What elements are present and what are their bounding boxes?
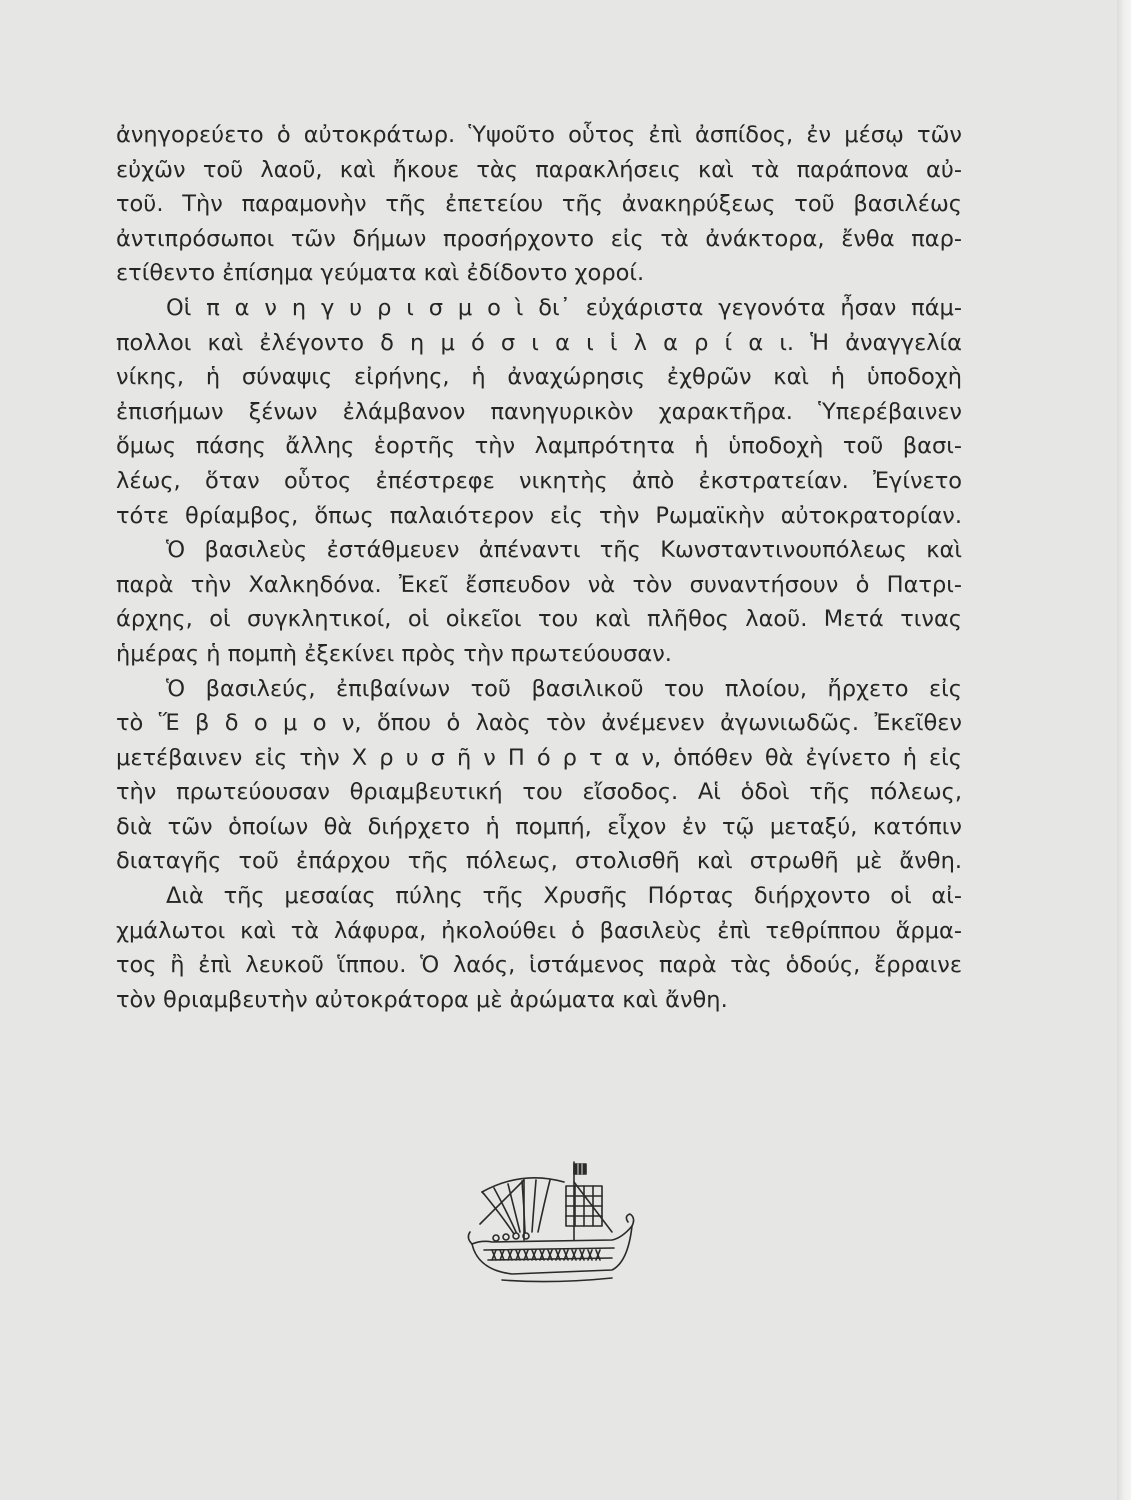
body-text: [116, 118, 962, 1017]
page-edge: [1117, 0, 1131, 1500]
text-line: ἀντιπρόσωποι τῶν δήμων προσήρχοντο εἰς τὰ ἀνάκτορα, ἔνθα παρ-: [116, 225, 962, 252]
text-line: μετέβαινεν εἰς τὴν Χ ρ υ σ ῆ ν Π ό ρ τ α ν, ὁπόθεν θὰ ἐγίνετο ἡ εἰς: [116, 744, 962, 771]
byzantine-ship-icon: [462, 1152, 642, 1292]
text-line: ὅμως πάσης ἄλλης ἑορτῆς τὴν λαμπρότητα ἡ ὑποδοχὴ τοῦ βασι-: [116, 433, 962, 460]
text-line: άρχης, οἱ συγκλητικοί, οἱ οἰκεῖοι του καὶ πλῆθος λαοῦ. Μετά τινας: [116, 606, 962, 633]
text-line: τὸ Ἕ β δ ο μ ο ν, ὅπου ὁ λαὸς τὸν ἀνέμενεν ἀγωνιωδῶς. Ἐκεῖθεν: [116, 710, 962, 737]
text-line: Διὰ τῆς μεσαίας πύλης τῆς Χρυσῆς Πόρτας διήρχοντο οἱ αἰ-: [166, 883, 962, 910]
text-line: χμάλωτοι καὶ τὰ λάφυρα, ἠκολούθει ὁ βασιλεὺς ἐπὶ τεθρίππου ἅρμα-: [116, 917, 962, 944]
text-line: Ὁ βασιλεὺς ἐστάθμευεν ἀπέναντι τῆς Κωνσταντινουπόλεως καὶ: [166, 537, 962, 564]
text-line: διαταγῆς τοῦ ἐπάρχου τῆς πόλεως, στολισθῆ καὶ στρωθῆ μὲ ἄνθη.: [116, 848, 962, 875]
text-line: τότε θρίαμβος, ὅπως παλαιότερον εἰς τὴν Ρωμαϊκὴν αὐτοκρατορίαν.: [116, 502, 962, 529]
text-line: πολλοι καὶ ἐλέγοντο δ η μ ό σ ι α ι ἱ λ α ρ ί α ι. Ἡ ἀναγγελία: [116, 329, 962, 356]
text-line: τος ἢ ἐπὶ λευκοῦ ἵππου. Ὁ λαός, ἱστάμενος παρὰ τὰς ὁδούς, ἔρραινε: [116, 952, 962, 979]
text-line: τοῦ. Τὴν παραμονὴν τῆς ἐπετείου τῆς ἀνακηρύξεως τοῦ βασιλέως: [116, 191, 962, 218]
text-line: ἐπισήμων ξένων ἐλάμβανον πανηγυρικὸν χαρακτῆρα. Ὑπερέβαινεν: [116, 398, 962, 425]
text-line: παρὰ τὴν Χαλκηδόνα. Ἐκεῖ ἔσπευδον νὰ τὸν συναντήσουν ὁ Πατρι-: [116, 571, 962, 598]
text-line: ετίθεντο ἐπίσημα γεύματα καὶ ἐδίδοντο χοροί.: [116, 260, 645, 287]
text-line: τὴν πρωτεύουσαν θριαμβευτική του εἴσοδος. Αἱ ὁδοὶ τῆς πόλεως,: [116, 779, 962, 806]
text-line: λέως, ὅταν οὗτος ἐπέστρεφε νικητὴς ἀπὸ ἐκστρατείαν. Ἐγίνετο: [116, 467, 962, 494]
text-line: Οἱ π α ν η γ υ ρ ι σ μ ο ὶ δι᾽ εὐχάριστα γεγονότα ἦσαν πάμ-: [166, 294, 962, 321]
text-line: Ὁ βασιλεύς, ἐπιβαίνων τοῦ βασιλικοῦ του πλοίου, ἤρχετο εἰς: [166, 675, 962, 702]
text-line: ἡμέρας ἡ πομπὴ ἐξεκίνει πρὸς τὴν πρωτεύουσαν.: [116, 640, 672, 667]
text-line: εὐχῶν τοῦ λαοῦ, καὶ ἤκουε τὰς παρακλήσεις καὶ τὰ παράπονα αὐ-: [116, 156, 962, 183]
text-line: ἀνηγορεύετο ὁ αὐτοκράτωρ. Ὑψοῦτο οὗτος ἐπὶ ἀσπίδος, ἐν μέσῳ τῶν: [116, 122, 962, 148]
text-line: νίκης, ἡ σύναψις εἰρήνης, ἡ ἀναχώρησις ἐχθρῶν καὶ ἡ ὑποδοχὴ: [116, 364, 962, 391]
text-line: τὸν θριαμβευτὴν αὐτοκράτορα μὲ ἀρώματα καὶ ἄνθη.: [116, 986, 728, 1013]
text-line: διὰ τῶν ὁποίων θὰ διήρχετο ἡ πομπή, εἶχον ἐν τῷ μεταξύ, κατόπιν: [116, 813, 962, 840]
